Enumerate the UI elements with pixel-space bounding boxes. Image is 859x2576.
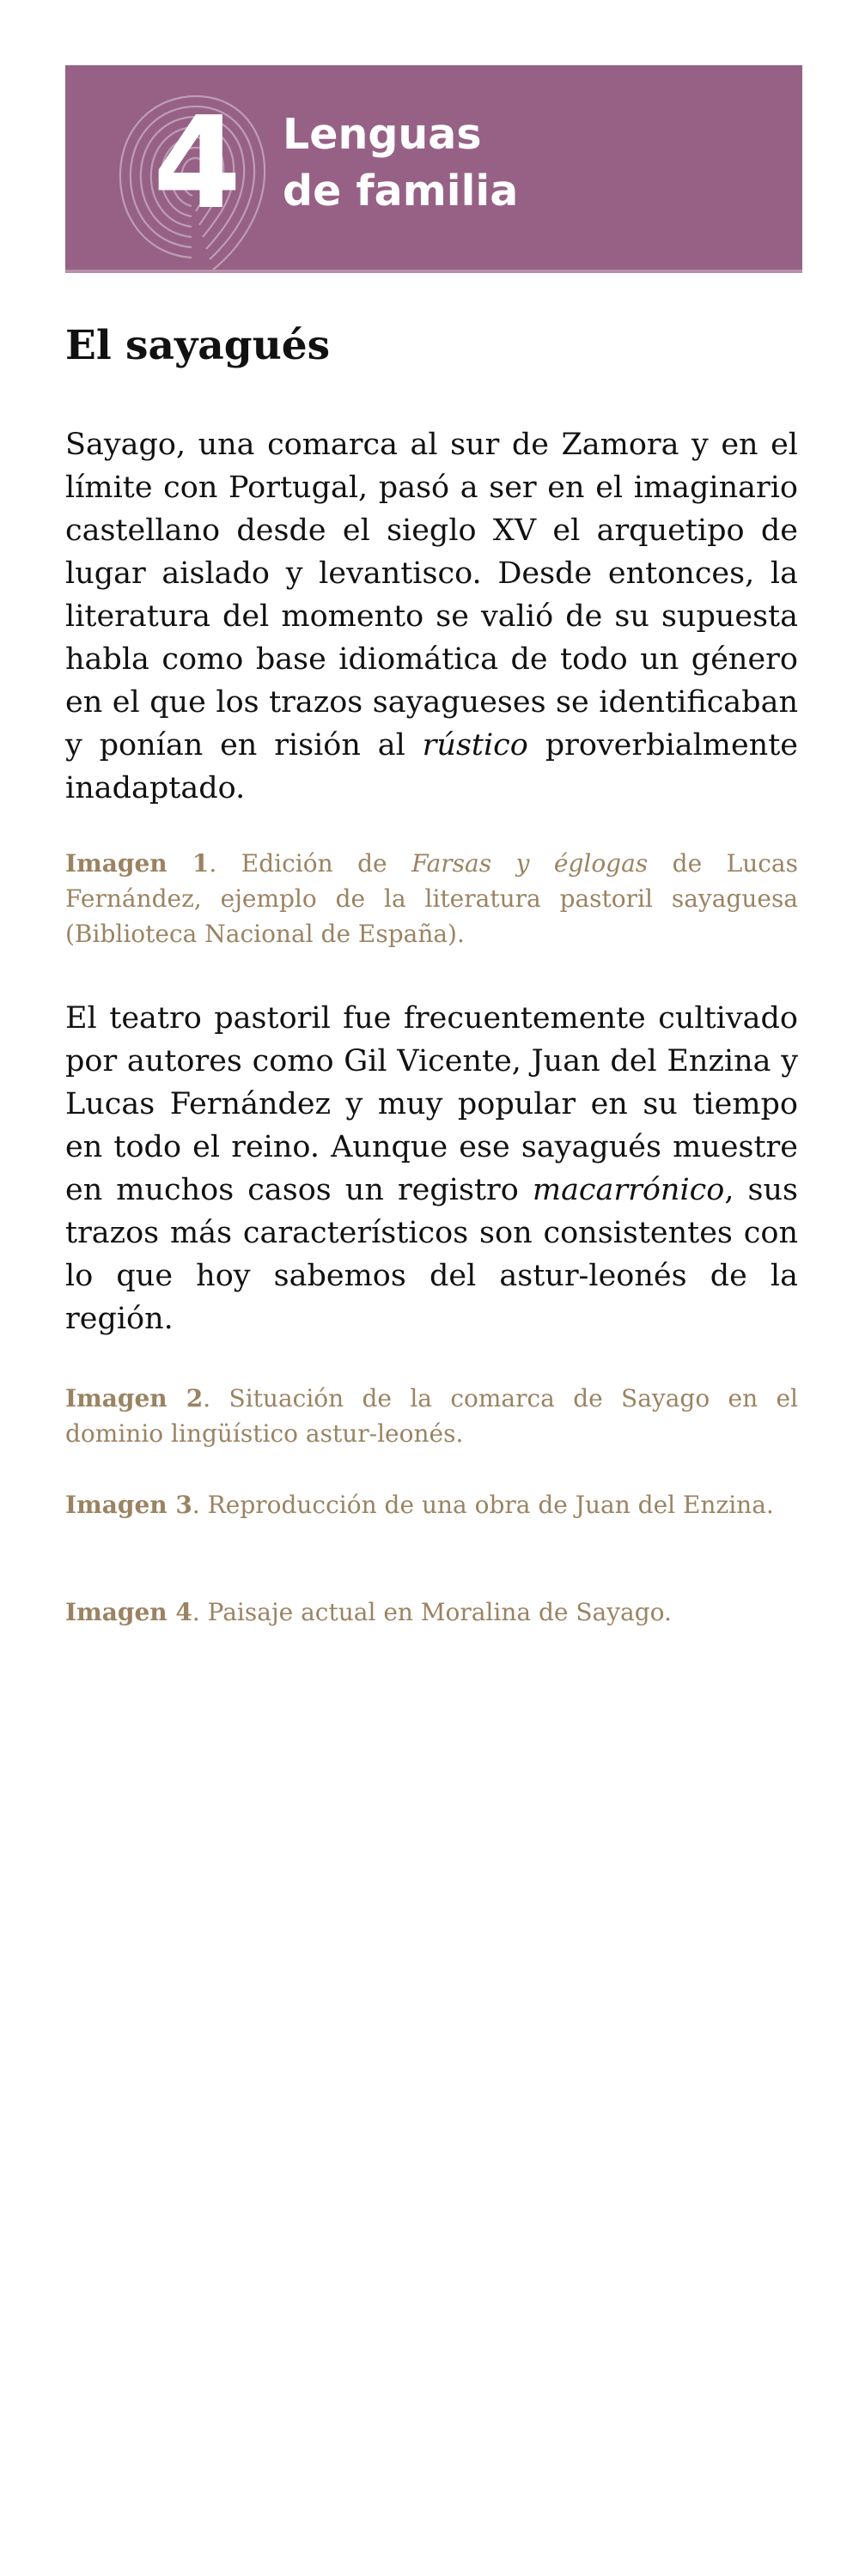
caption-text-b: de Lucas Fernández, ejemplo de la literatura pastoril sayaguesa (Biblioteca Nacional de España). — [65, 849, 798, 948]
caption-label: Imagen 4 — [65, 1598, 192, 1626]
caption-text-a: . Edición de — [209, 849, 412, 878]
image-caption-2 — [65, 1381, 798, 1451]
caption-emphasis: Farsas y églogas — [411, 849, 649, 878]
paragraph-theatre — [65, 997, 798, 1340]
paragraph-intro — [65, 423, 798, 810]
caption-label: Imagen 2 — [65, 1384, 204, 1413]
paragraph-theatre-text-a: El teatro pastoril fue frecuentemente cultivado por autores como Gil Vicente, Juan del Enzina y Lucas Fernández y muy popular en su tiempo en todo el reino. Aunque ese sayagués muestre en muchos casos un registro — [65, 1001, 798, 1207]
caption-label: Imagen 3 — [65, 1491, 192, 1519]
paragraph-intro-text-a: Sayago, una comarca al sur de Zamora y en el límite con Portugal, pasó a ser en el imaginario castellano desde el sieglo XV el arquetipo de lugar aislado y levantisco. Desde entonces, la literatura del momento se valió de su supuesta habla como base idiomática de todo un género en el que los trazos sayagueses se identificaban y ponían en risión al — [65, 428, 798, 762]
chapter-number: 4 — [153, 89, 241, 237]
image-caption-3 — [65, 1487, 798, 1522]
banner-title-line-2: de familia — [283, 167, 519, 216]
banner-title-line-1: Lenguas — [283, 110, 482, 159]
caption-text: . Paisaje actual en Moralina de Sayago. — [192, 1598, 672, 1626]
image-caption-4 — [65, 1595, 798, 1630]
image-caption-1 — [65, 846, 798, 951]
caption-text: . Reproducción de una obra de Juan del Enzina. — [192, 1491, 774, 1519]
banner-title — [283, 106, 518, 220]
caption-label: Imagen 1 — [65, 849, 210, 878]
chapter-banner — [65, 65, 802, 273]
paragraph-intro-text-b: proverbialmente inadaptado. — [65, 728, 798, 805]
paragraph-intro-emphasis: rústico — [422, 728, 528, 762]
section-title: El sayagués — [65, 322, 331, 369]
banner-divider — [65, 270, 802, 273]
paragraph-theatre-emphasis: macarrónico — [532, 1173, 725, 1207]
paragraph-theatre-text-b: , sus trazos más característicos son consistentes con lo que hoy sabemos del astur-leonés de la región. — [65, 1173, 798, 1336]
caption-text: . Situación de la comarca de Sayago en el dominio lingüístico astur-leonés. — [65, 1384, 798, 1448]
